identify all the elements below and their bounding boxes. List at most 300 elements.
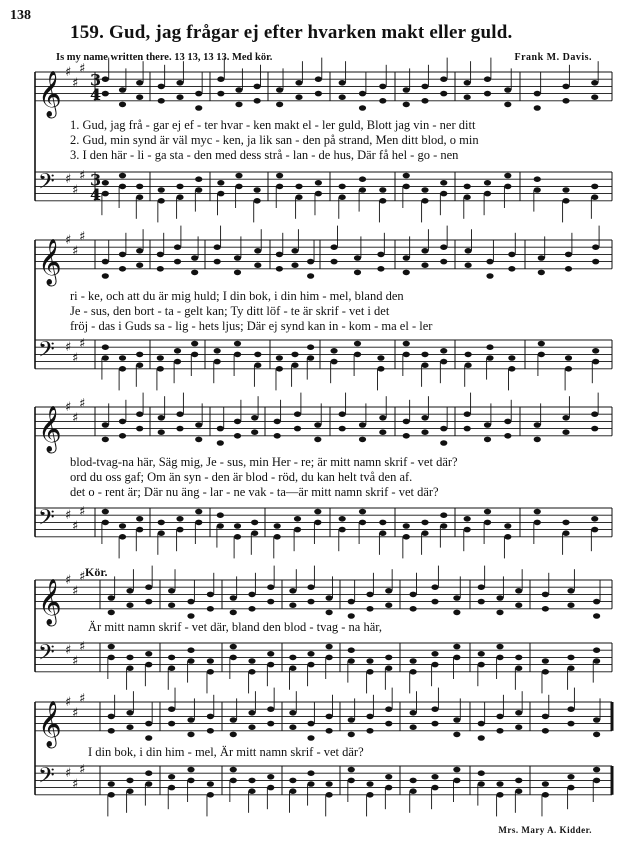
note-head	[330, 359, 337, 365]
note-head	[119, 523, 126, 529]
note-head	[542, 592, 549, 598]
note-head	[174, 348, 181, 354]
note-head	[168, 588, 175, 594]
treble-clef-icon: 𝄞	[38, 405, 62, 452]
note-head	[440, 426, 447, 432]
note-head	[136, 426, 143, 432]
note-head	[276, 355, 283, 361]
note-head	[207, 658, 214, 664]
note-head	[504, 102, 511, 108]
note-head	[591, 194, 598, 200]
note-head	[403, 87, 410, 93]
note-head	[276, 102, 283, 108]
note-head	[385, 785, 392, 791]
note-head	[102, 509, 109, 515]
note-head	[108, 595, 115, 601]
note-head	[403, 173, 410, 179]
note-head	[453, 778, 460, 784]
note-head	[567, 602, 574, 608]
note-head	[593, 767, 600, 773]
note-head	[314, 437, 321, 443]
note-head	[195, 187, 202, 193]
note-head	[136, 527, 143, 533]
note-head	[464, 411, 471, 417]
note-head	[410, 788, 417, 794]
note-head	[207, 781, 214, 787]
bass-clef-icon: 𝄢	[38, 763, 55, 794]
lyric-line: ri - ke, och att du är mig huld; I din bok, i din him - mel, bland den	[70, 289, 404, 303]
lyric-line: ord du oss gaf; Om än syn - den är blod - röd, du kan helt två den af.	[70, 470, 413, 484]
note-head	[591, 516, 598, 522]
note-head	[440, 191, 447, 197]
note-head	[136, 184, 143, 190]
note-head	[339, 411, 346, 417]
note-head	[102, 191, 109, 197]
note-head	[403, 255, 410, 261]
note-head	[217, 426, 224, 432]
note-head	[315, 180, 322, 186]
note-head	[464, 194, 471, 200]
bass-clef-icon: 𝄢	[38, 640, 55, 671]
note-head	[379, 198, 386, 204]
note-head	[366, 658, 373, 664]
note-head	[421, 84, 428, 90]
note-head	[254, 187, 261, 193]
note-head	[542, 658, 549, 664]
note-head	[276, 87, 283, 93]
note-head	[453, 644, 460, 650]
note-head	[119, 433, 126, 439]
note-head	[484, 520, 491, 526]
note-head	[508, 366, 515, 372]
note-head	[291, 262, 298, 268]
note-head	[440, 76, 447, 82]
note-head	[379, 84, 386, 90]
note-head	[145, 721, 152, 727]
note-head	[478, 662, 485, 668]
sharp-icon: ♯	[72, 75, 79, 91]
note-head	[403, 419, 410, 425]
note-head	[453, 610, 460, 616]
note-head	[478, 770, 485, 776]
note-head	[102, 259, 109, 265]
note-head	[534, 91, 541, 97]
note-head	[486, 344, 493, 350]
note-head	[187, 778, 194, 784]
note-head	[562, 520, 569, 526]
note-head	[307, 662, 314, 668]
note-head	[108, 792, 115, 798]
note-head	[254, 262, 261, 268]
note-head	[339, 516, 346, 522]
note-head	[191, 341, 198, 347]
sharp-icon: ♯	[79, 639, 86, 655]
note-head	[366, 714, 373, 720]
note-head	[217, 180, 224, 186]
sharp-icon: ♯	[79, 61, 86, 77]
note-head	[187, 717, 194, 723]
note-head	[248, 669, 255, 675]
note-head	[567, 665, 574, 671]
note-head	[108, 728, 115, 734]
note-head	[158, 429, 165, 435]
note-head	[496, 610, 503, 616]
note-head	[403, 433, 410, 439]
note-head	[145, 599, 152, 605]
sharp-icon: ♯	[79, 168, 86, 184]
note-head	[366, 781, 373, 787]
note-head	[348, 778, 355, 784]
lyricist-credit: Mrs. Mary A. Kidder.	[498, 825, 592, 835]
note-head	[307, 344, 314, 350]
note-head	[174, 359, 181, 365]
note-head	[102, 91, 109, 97]
note-head	[538, 352, 545, 358]
note-head	[108, 655, 115, 661]
note-head	[359, 509, 366, 515]
note-head	[453, 732, 460, 738]
note-head	[359, 91, 366, 97]
note-head	[158, 187, 165, 193]
note-head	[234, 341, 241, 347]
note-head	[230, 732, 237, 738]
note-head	[168, 785, 175, 791]
note-head	[254, 84, 261, 90]
sharp-icon: ♯	[72, 519, 79, 534]
note-head	[214, 259, 221, 265]
note-head	[591, 94, 598, 100]
note-head	[294, 411, 301, 417]
note-head	[591, 184, 598, 190]
note-head	[567, 655, 574, 661]
note-head	[195, 105, 202, 111]
note-head	[534, 176, 541, 182]
note-head	[377, 366, 384, 372]
note-head	[348, 717, 355, 723]
note-head	[421, 198, 428, 204]
sharp-icon: ♯	[65, 400, 72, 415]
note-head	[248, 592, 255, 598]
note-head	[307, 584, 314, 590]
lyric-line: Är mitt namn skrif - vet där, bland den blod - tvag - na här,	[88, 620, 383, 634]
note-head	[326, 595, 333, 601]
note-head	[108, 781, 115, 787]
note-head	[504, 419, 511, 425]
note-head	[326, 610, 333, 616]
note-head	[168, 655, 175, 661]
note-head	[403, 523, 410, 529]
note-head	[291, 248, 298, 254]
note-head	[504, 87, 511, 93]
note-head	[484, 76, 491, 82]
sharp-icon: ♯	[65, 508, 72, 524]
note-head	[504, 184, 511, 190]
lyric-line: blod-tvag-na här, Säg mig, Je - sus, min Her - re; är mitt namn skrif - vet där?	[70, 455, 458, 469]
note-head	[565, 366, 572, 372]
note-head	[359, 105, 366, 111]
note-head	[465, 248, 472, 254]
note-head	[496, 714, 503, 720]
sharp-icon: ♯	[79, 229, 86, 245]
note-head	[339, 80, 346, 86]
note-head	[440, 348, 447, 354]
note-head	[102, 422, 109, 428]
tune-info: Is my name written there. 13 13, 13 13. Med kör.	[56, 52, 273, 63]
note-head	[214, 348, 221, 354]
note-head	[158, 84, 165, 90]
note-head	[486, 273, 493, 279]
note-head	[126, 588, 133, 594]
note-head	[235, 102, 242, 108]
note-head	[234, 419, 241, 425]
note-head	[562, 187, 569, 193]
note-head	[158, 530, 165, 536]
note-head	[403, 184, 410, 190]
note-head	[187, 658, 194, 664]
note-head	[354, 255, 361, 261]
note-head	[593, 778, 600, 784]
note-head	[102, 344, 109, 350]
note-head	[484, 191, 491, 197]
sharp-icon: ♯	[79, 336, 86, 352]
note-head	[591, 80, 598, 86]
note-head	[592, 348, 599, 354]
note-head	[174, 244, 181, 250]
note-head	[431, 599, 438, 605]
note-head	[307, 721, 314, 727]
note-head	[307, 781, 314, 787]
note-head	[431, 662, 438, 668]
note-head	[168, 602, 175, 608]
note-head	[486, 355, 493, 361]
note-head	[421, 262, 428, 268]
note-head	[191, 270, 198, 276]
note-head	[207, 669, 214, 675]
note-head	[254, 352, 261, 358]
note-head	[508, 266, 515, 272]
note-head	[562, 84, 569, 90]
note-head	[168, 721, 175, 727]
note-head	[440, 523, 447, 529]
note-head	[339, 194, 346, 200]
sharp-icon: ♯	[72, 351, 79, 366]
note-head	[366, 592, 373, 598]
note-head	[515, 588, 522, 594]
sharp-icon: ♯	[79, 569, 86, 585]
note-head	[315, 76, 322, 82]
note-head	[421, 415, 428, 421]
note-head	[431, 774, 438, 780]
note-head	[421, 520, 428, 526]
sharp-icon: ♯	[65, 573, 72, 588]
note-head	[385, 602, 392, 608]
note-head	[314, 520, 321, 526]
sharp-icon: ♯	[65, 695, 72, 710]
note-head	[431, 785, 438, 791]
note-head	[274, 419, 281, 425]
note-head	[289, 724, 296, 730]
note-head	[534, 422, 541, 428]
note-head	[410, 669, 417, 675]
note-head	[289, 655, 296, 661]
composer-credit: Frank M. Davis.	[514, 52, 592, 63]
note-head	[591, 426, 598, 432]
note-head	[464, 184, 471, 190]
note-head	[348, 767, 355, 773]
note-head	[567, 706, 574, 712]
note-head	[230, 717, 237, 723]
note-head	[234, 255, 241, 261]
note-head	[366, 728, 373, 734]
note-head	[359, 176, 366, 182]
lyric-line: 2. Gud, min synd är väl myc - ken, ja lik san - den på strand, Men ditt blod, o min	[70, 133, 479, 147]
note-head	[565, 266, 572, 272]
note-head	[217, 191, 224, 197]
note-head	[119, 102, 126, 108]
note-head	[354, 352, 361, 358]
note-head	[248, 710, 255, 716]
note-head	[230, 644, 237, 650]
note-head	[157, 355, 164, 361]
note-head	[126, 655, 133, 661]
note-head	[348, 658, 355, 664]
note-head	[330, 259, 337, 265]
note-head	[379, 415, 386, 421]
note-head	[187, 767, 194, 773]
note-head	[496, 655, 503, 661]
note-head	[254, 198, 261, 204]
note-head	[403, 341, 410, 347]
note-head	[379, 520, 386, 526]
note-head	[592, 259, 599, 265]
note-head	[145, 770, 152, 776]
note-head	[326, 714, 333, 720]
note-head	[592, 244, 599, 250]
note-head	[464, 94, 471, 100]
note-head	[145, 781, 152, 787]
sharp-icon: ♯	[79, 762, 86, 778]
note-head	[254, 98, 261, 104]
note-head	[542, 781, 549, 787]
note-head	[315, 191, 322, 197]
note-head	[326, 781, 333, 787]
note-head	[145, 651, 152, 657]
note-head	[307, 770, 314, 776]
note-head	[403, 534, 410, 540]
note-head	[366, 792, 373, 798]
note-head	[542, 606, 549, 612]
note-head	[207, 792, 214, 798]
note-head	[119, 252, 126, 258]
note-head	[136, 248, 143, 254]
sharp-icon: ♯	[79, 396, 86, 412]
note-head	[440, 259, 447, 265]
note-head	[119, 419, 126, 425]
note-head	[478, 735, 485, 741]
note-head	[307, 599, 314, 605]
note-head	[593, 613, 600, 619]
note-head	[176, 80, 183, 86]
note-head	[207, 606, 214, 612]
note-head	[431, 706, 438, 712]
note-head	[276, 266, 283, 272]
note-head	[295, 94, 302, 100]
note-head	[377, 252, 384, 258]
note-head	[330, 348, 337, 354]
note-head	[248, 606, 255, 612]
note-head	[315, 91, 322, 97]
note-head	[326, 655, 333, 661]
note-head	[217, 440, 224, 446]
note-head	[348, 599, 355, 605]
note-head	[593, 647, 600, 653]
note-head	[230, 655, 237, 661]
note-head	[217, 512, 224, 518]
note-head	[102, 76, 109, 82]
lyric-line: 1. Gud, jag frå - gar ej ef - ter hvar - ken makt el - ler guld, Blott jag vin - ner ditt	[70, 118, 476, 132]
note-head	[504, 523, 511, 529]
note-head	[108, 644, 115, 650]
note-head	[504, 173, 511, 179]
lyric-line: I din bok, i din him - mel, Är mitt namn skrif - vet där?	[88, 745, 364, 759]
note-head	[410, 606, 417, 612]
note-head	[348, 732, 355, 738]
note-head	[562, 415, 569, 421]
note-head	[403, 270, 410, 276]
note-head	[235, 87, 242, 93]
sharp-icon: ♯	[65, 340, 72, 356]
note-head	[326, 644, 333, 650]
note-head	[359, 520, 366, 526]
note-head	[515, 724, 522, 730]
note-head	[464, 426, 471, 432]
note-head	[348, 613, 355, 619]
note-head	[176, 184, 183, 190]
note-head	[379, 187, 386, 193]
note-head	[307, 273, 314, 279]
note-head	[567, 721, 574, 727]
note-head	[366, 606, 373, 612]
note-head	[359, 437, 366, 443]
note-head	[484, 509, 491, 515]
note-head	[385, 665, 392, 671]
note-head	[421, 187, 428, 193]
note-head	[102, 273, 109, 279]
sharp-icon: ♯	[79, 691, 86, 707]
note-head	[191, 255, 198, 261]
note-head	[174, 259, 181, 265]
note-head	[176, 94, 183, 100]
note-head	[157, 366, 164, 372]
note-head	[453, 655, 460, 661]
note-head	[593, 717, 600, 723]
note-head	[108, 610, 115, 616]
note-head	[496, 595, 503, 601]
note-head	[248, 778, 255, 784]
note-head	[289, 665, 296, 671]
note-head	[119, 184, 126, 190]
note-head	[385, 721, 392, 727]
note-head	[453, 767, 460, 773]
note-head	[274, 523, 281, 529]
note-head	[565, 355, 572, 361]
note-head	[403, 352, 410, 358]
note-head	[410, 724, 417, 730]
note-head	[267, 721, 274, 727]
note-head	[126, 602, 133, 608]
note-head	[465, 262, 472, 268]
note-head	[136, 262, 143, 268]
